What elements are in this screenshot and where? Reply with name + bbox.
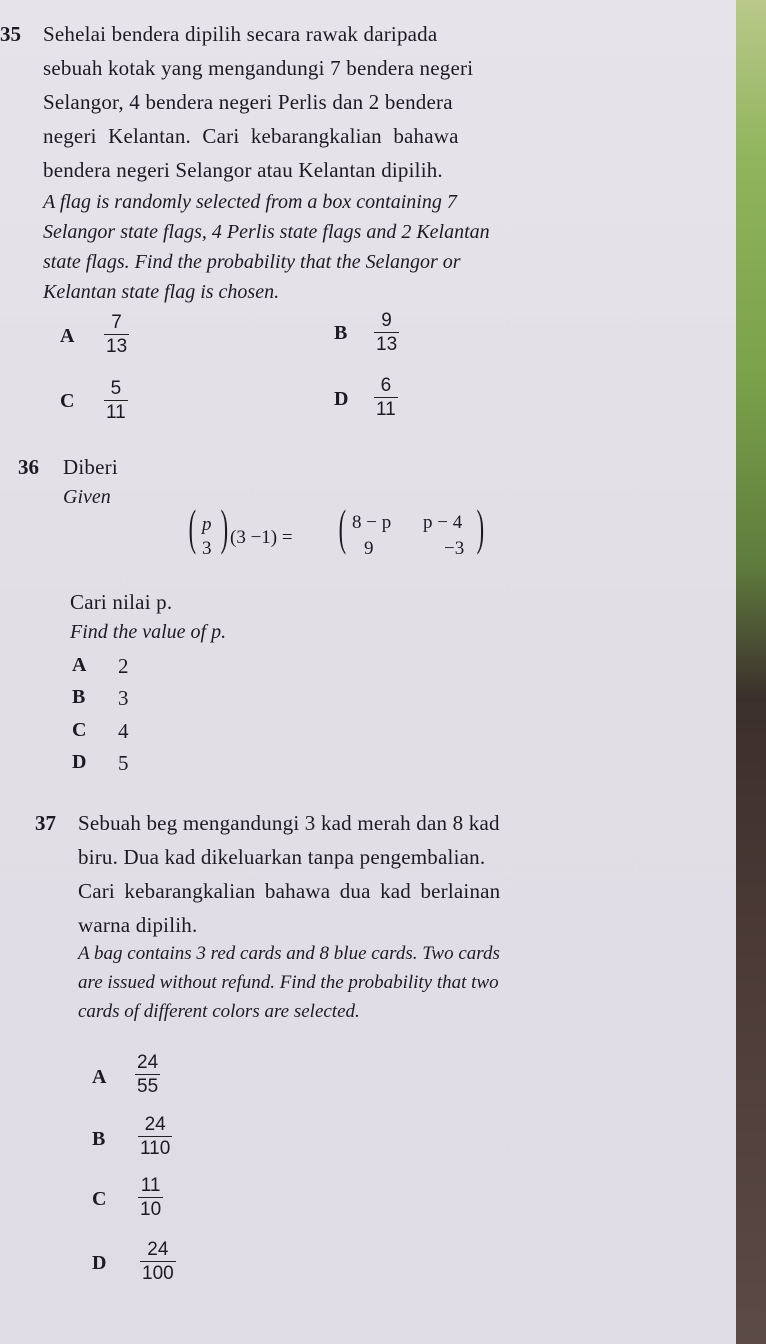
left-paren: ( — [188, 499, 197, 555]
q37-a-denominator: 55 — [137, 1076, 159, 1097]
q37-b-denominator: 110 — [140, 1138, 171, 1159]
q37-malay-line-1: Sebuah beg mengandungi 3 kad merah dan 8 kad — [78, 811, 500, 835]
q35-option-d-fraction[interactable] — [374, 375, 398, 420]
q35-b-numerator: 9 — [381, 310, 392, 331]
q37-d-numerator: 24 — [147, 1239, 169, 1260]
q35-option-a-label[interactable]: A — [60, 325, 75, 347]
q35-a-numerator: 7 — [111, 312, 122, 333]
q35-d-numerator: 6 — [380, 375, 392, 396]
q35-malay-line-5: bendera negeri Selangor atau Kelantan dipilih. — [43, 158, 443, 182]
q36-option-b-value[interactable]: 3 — [118, 686, 129, 710]
q35-b-denominator: 13 — [376, 334, 398, 355]
q37-option-c-fraction[interactable] — [138, 1175, 163, 1220]
q37-malay-line-2: biru. Dua kad dikeluarkan tanpa pengembalian. — [78, 845, 486, 869]
q35-option-c-fraction[interactable] — [104, 378, 128, 423]
fraction-bar — [140, 1261, 176, 1262]
fraction-bar — [135, 1074, 160, 1075]
q37-c-numerator: 11 — [140, 1175, 161, 1196]
q35-malay-line-3: Selangor, 4 bendera negeri Perlis dan 2 bendera — [43, 90, 453, 114]
q37-english-line-3: cards of different colors are selected. — [78, 1001, 360, 1022]
q36-english-find: Find the value of p. — [70, 621, 227, 643]
q36-option-c-value[interactable]: 4 — [118, 719, 129, 743]
q35-c-numerator: 5 — [110, 378, 122, 399]
q35-english-line-1: A flag is randomly selected from a box containing 7 — [43, 191, 457, 213]
q36-option-d-label[interactable]: D — [72, 751, 87, 773]
q35-a-denominator: 13 — [106, 336, 128, 357]
q37-option-b-label[interactable]: B — [92, 1128, 106, 1150]
right-paren: ) — [220, 499, 229, 555]
q37-d-denominator: 100 — [142, 1263, 174, 1284]
q37-option-c-label[interactable]: C — [92, 1188, 107, 1210]
q35-option-b-fraction[interactable] — [374, 310, 399, 355]
q37-a-numerator: 24 — [137, 1052, 159, 1073]
q36-option-a-value[interactable]: 2 — [118, 654, 129, 678]
q36-malay-find: Cari nilai p. — [70, 590, 173, 614]
q35-d-denominator: 11 — [376, 399, 396, 420]
q37-option-a-label[interactable]: A — [92, 1066, 107, 1088]
q36-malay-given: Diberi — [63, 455, 118, 479]
right-paren: ) — [476, 499, 485, 555]
fraction-bar — [138, 1197, 163, 1198]
matrix-entry-9: 9 — [364, 538, 374, 559]
q35-malay-line-2: sebuah kotak yang mengandungi 7 bendera negeri — [43, 56, 474, 80]
fraction-bar — [138, 1136, 172, 1137]
question-35-number: 35 — [0, 22, 21, 46]
q37-malay-line-3: Cari kebarangkalian bahawa dua kad berlainan — [78, 879, 501, 903]
background-edge — [736, 0, 766, 1344]
left-paren: ( — [338, 499, 347, 555]
q37-b-numerator: 24 — [144, 1114, 166, 1135]
q36-matrix-equation — [180, 499, 500, 570]
row-vector-and-equals: (3 −1) = — [230, 527, 293, 548]
q37-english-line-1: A bag contains 3 red cards and 8 blue cards. Two cards — [78, 943, 500, 964]
matrix-col-entry-p: p — [202, 514, 212, 535]
q35-option-d-label[interactable]: D — [334, 388, 349, 410]
q36-english-given: Given — [63, 486, 111, 508]
q36-option-d-value[interactable]: 5 — [118, 751, 129, 775]
q35-english-line-4: Kelantan state flag is chosen. — [43, 281, 280, 303]
q35-c-denominator: 11 — [106, 402, 126, 423]
q35-english-line-2: Selangor state flags, 4 Perlis state flags and 2 Kelantan — [43, 221, 490, 243]
fraction-bar — [104, 334, 129, 335]
q36-option-c-label[interactable]: C — [72, 719, 87, 741]
q35-option-b-label[interactable]: B — [334, 322, 348, 344]
q36-option-a-label[interactable]: A — [72, 654, 87, 676]
fraction-bar — [374, 332, 399, 333]
q37-option-d-fraction[interactable] — [140, 1239, 176, 1284]
matrix-entry-minus-3: −3 — [444, 538, 465, 559]
fraction-bar — [374, 397, 398, 398]
q37-option-a-fraction[interactable] — [135, 1052, 160, 1097]
matrix-entry-p-minus-4: p − 4 — [423, 512, 463, 533]
q37-english-line-2: are issued without refund. Find the probability that two — [78, 972, 499, 993]
q35-malay-line-4: negeri Kelantan. Cari kebarangkalian bahawa — [43, 124, 459, 148]
q35-option-a-fraction[interactable] — [104, 312, 129, 357]
matrix-entry-8-minus-p: 8 − p — [352, 512, 392, 533]
q35-english-line-3: state flags. Find the probability that the Selangor or — [43, 251, 461, 273]
q35-malay-line-1: Sehelai bendera dipilih secara rawak daripada — [43, 22, 438, 46]
q35-option-c-label[interactable]: C — [60, 390, 75, 412]
q37-malay-line-4: warna dipilih. — [78, 913, 198, 937]
q37-c-denominator: 10 — [140, 1199, 162, 1220]
q37-option-d-label[interactable]: D — [92, 1252, 107, 1274]
fraction-bar — [104, 400, 128, 401]
matrix-col-entry-3: 3 — [202, 538, 212, 559]
question-36-number: 36 — [18, 455, 39, 479]
q36-option-b-label[interactable]: B — [72, 686, 86, 708]
question-37-number: 37 — [35, 811, 56, 835]
q37-option-b-fraction[interactable] — [138, 1114, 172, 1159]
